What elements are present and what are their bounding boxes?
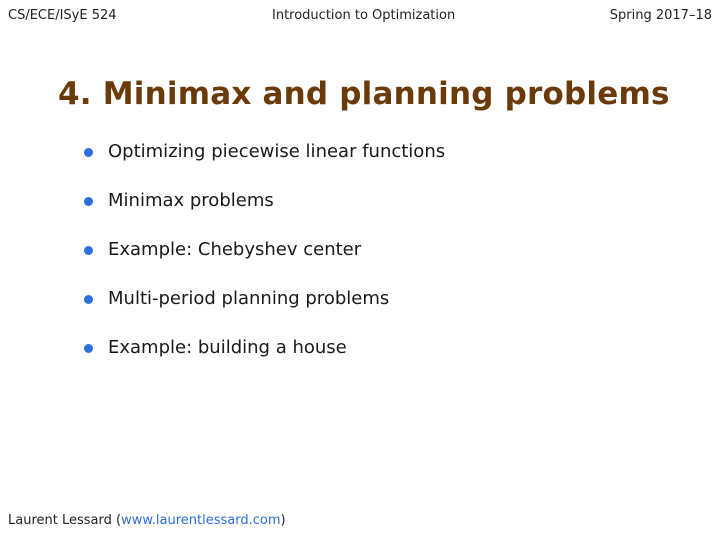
course-code: CS/ECE/ISyE 524: [8, 8, 117, 23]
bullet-text: Multi-period planning problems: [108, 288, 390, 309]
bullet-dot-icon: [84, 197, 93, 206]
slide-footer: [8, 513, 286, 528]
open-paren: (: [116, 513, 122, 528]
bullet-dot-icon: [84, 295, 93, 304]
bullet-text: Example: Chebyshev center: [108, 239, 362, 260]
website-link[interactable]: www.laurentlessard.com: [121, 513, 281, 528]
bullet-text: Optimizing piecewise linear functions: [108, 141, 446, 162]
bullet-text: Example: building a house: [108, 337, 347, 358]
slide-header: [0, 8, 720, 26]
author-name: Laurent Lessard: [8, 513, 112, 528]
slide-title: 4. Minimax and planning problems: [58, 76, 670, 112]
close-paren: ): [280, 513, 286, 528]
bullet-text: Minimax problems: [108, 190, 274, 211]
bullet-dot-icon: [84, 148, 93, 157]
course-title: Introduction to Optimization: [272, 8, 456, 23]
bullet-dot-icon: [84, 344, 93, 353]
bullet-dot-icon: [84, 246, 93, 255]
semester: Spring 2017–18: [609, 8, 712, 23]
